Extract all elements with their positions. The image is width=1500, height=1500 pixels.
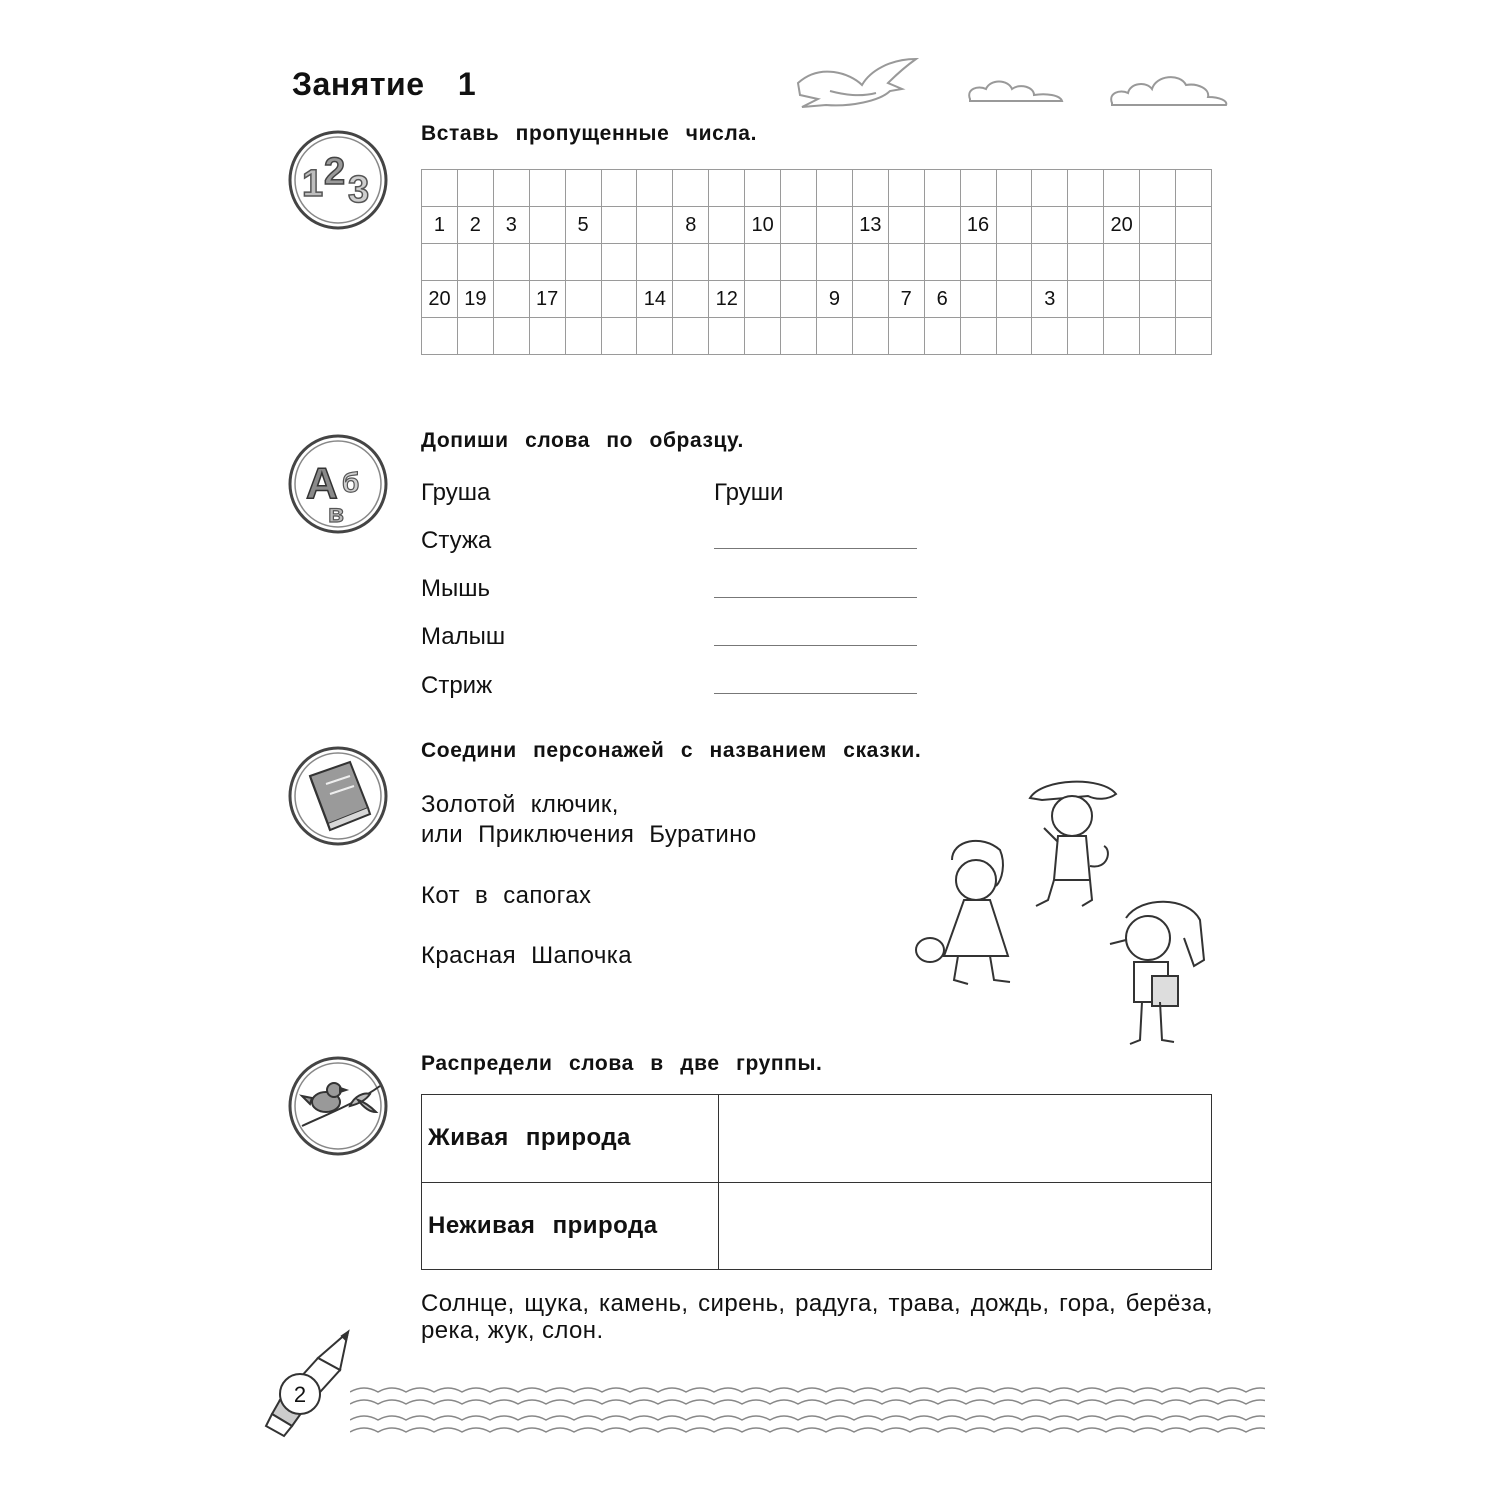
grid-empty-cell[interactable] [1068, 318, 1104, 355]
grid-empty-cell[interactable] [529, 318, 565, 355]
grid-empty-cell[interactable] [601, 170, 637, 207]
living-nature-label: Живая природа [422, 1095, 719, 1183]
buratino-icon [1110, 902, 1204, 1044]
task4-instruction: Распредели слова в две группы. [421, 1052, 823, 1075]
grid-empty-cell[interactable] [1068, 170, 1104, 207]
grid-empty-cell[interactable] [996, 318, 1032, 355]
grid-row [422, 170, 1212, 207]
grid-empty-cell[interactable] [816, 207, 852, 244]
grid-empty-cell[interactable] [1032, 318, 1068, 355]
word-item: Стужа [421, 527, 492, 554]
sample-answer: Груши [714, 479, 784, 506]
bird-and-clouds-decoration [790, 55, 1240, 115]
letters-abv-icon [288, 434, 388, 534]
grid-empty-cell[interactable] [422, 244, 458, 281]
grid-empty-cell[interactable] [960, 318, 996, 355]
grid-row [422, 244, 1212, 281]
grid-empty-cell[interactable] [1140, 207, 1176, 244]
tale-title: Кот в сапогах [421, 882, 592, 909]
grid-empty-cell[interactable] [529, 170, 565, 207]
grid-empty-cell[interactable] [565, 170, 601, 207]
wavy-writing-lines [350, 1380, 1265, 1440]
grid-empty-cell[interactable] [709, 170, 745, 207]
grid-empty-cell[interactable] [781, 244, 817, 281]
grid-number-cell: 14 [637, 281, 673, 318]
grid-empty-cell[interactable] [457, 244, 493, 281]
book-icon [288, 746, 388, 846]
grid-empty-cell[interactable] [637, 318, 673, 355]
lesson-title: Занятие 1 [292, 66, 477, 102]
answer-line[interactable] [714, 645, 917, 646]
fairy-tale-characters-illustration [912, 770, 1212, 1060]
grid-empty-cell[interactable] [565, 281, 601, 318]
grid-empty-cell[interactable] [1176, 207, 1212, 244]
grid-number-cell: 19 [457, 281, 493, 318]
grid-empty-cell[interactable] [457, 170, 493, 207]
grid-empty-cell[interactable] [637, 170, 673, 207]
grid-empty-cell[interactable] [1068, 281, 1104, 318]
non-living-nature-label: Неживая природа [422, 1182, 719, 1270]
page-number: 2 [293, 1382, 307, 1407]
nature-groups-table [421, 1094, 1212, 1270]
grid-number-cell: 10 [745, 207, 781, 244]
grid-empty-cell[interactable] [601, 244, 637, 281]
tale-title-line2: или Приключения Буратино [421, 821, 757, 848]
tale-title: Красная Шапочка [421, 942, 632, 969]
grid-empty-cell[interactable] [745, 281, 781, 318]
word-item: Стриж [421, 672, 493, 699]
grid-empty-cell[interactable] [709, 207, 745, 244]
grid-empty-cell[interactable] [852, 281, 888, 318]
grid-empty-cell[interactable] [673, 170, 709, 207]
grid-empty-cell[interactable] [781, 318, 817, 355]
grid-empty-cell[interactable] [565, 244, 601, 281]
grid-empty-cell[interactable] [493, 281, 529, 318]
grid-empty-cell[interactable] [960, 170, 996, 207]
task1-instruction: Вставь пропущенные числа. [421, 122, 758, 145]
grid-empty-cell[interactable] [493, 244, 529, 281]
grid-empty-cell[interactable] [996, 207, 1032, 244]
grid-empty-cell[interactable] [1140, 281, 1176, 318]
grid-empty-cell[interactable] [745, 318, 781, 355]
cloud-icon [969, 82, 1062, 102]
grid-empty-cell[interactable] [673, 244, 709, 281]
grid-number-cell: 1 [422, 207, 458, 244]
grid-empty-cell[interactable] [888, 170, 924, 207]
grid-empty-cell[interactable] [1068, 244, 1104, 281]
grid-number-cell: 17 [529, 281, 565, 318]
grid-empty-cell[interactable] [924, 207, 960, 244]
grid-empty-cell[interactable] [493, 318, 529, 355]
grid-empty-cell[interactable] [601, 318, 637, 355]
word-item: Мышь [421, 575, 490, 602]
grid-number-cell: 2 [457, 207, 493, 244]
task2-instruction: Допиши слова по образцу. [421, 429, 744, 452]
grid-empty-cell[interactable] [422, 170, 458, 207]
svg-text:1: 1 [302, 163, 324, 205]
grid-empty-cell[interactable] [924, 318, 960, 355]
pencil-icon [262, 1328, 357, 1443]
word-item: Малыш [421, 623, 506, 650]
grid-empty-cell[interactable] [673, 281, 709, 318]
grid-empty-cell[interactable] [852, 318, 888, 355]
grid-empty-cell[interactable] [637, 207, 673, 244]
grid-empty-cell[interactable] [1176, 244, 1212, 281]
grid-number-cell: 13 [852, 207, 888, 244]
grid-empty-cell[interactable] [673, 318, 709, 355]
grid-empty-cell[interactable] [1140, 244, 1176, 281]
grid-empty-cell[interactable] [816, 170, 852, 207]
grid-empty-cell[interactable] [1032, 207, 1068, 244]
grid-empty-cell[interactable] [422, 318, 458, 355]
grid-empty-cell[interactable] [1104, 281, 1140, 318]
grid-number-cell: 3 [1032, 281, 1068, 318]
grid-empty-cell[interactable] [745, 170, 781, 207]
word-list: Солнце, щука, камень, сирень, радуга, трава, дождь, гора, берёза, река, жук, слон. [421, 1290, 1213, 1344]
grid-row [422, 207, 1212, 244]
grid-number-cell: 20 [422, 281, 458, 318]
grid-empty-cell[interactable] [1032, 170, 1068, 207]
grid-empty-cell[interactable] [709, 244, 745, 281]
grid-empty-cell[interactable] [924, 244, 960, 281]
grid-number-cell: 12 [709, 281, 745, 318]
grid-empty-cell[interactable] [1176, 170, 1212, 207]
grid-empty-cell[interactable] [852, 244, 888, 281]
grid-empty-cell[interactable] [601, 207, 637, 244]
svg-text:2: 2 [324, 151, 346, 193]
grid-number-cell: 8 [673, 207, 709, 244]
grid-empty-cell[interactable] [1104, 244, 1140, 281]
grid-row [422, 318, 1212, 355]
grid-empty-cell[interactable] [1176, 281, 1212, 318]
grid-empty-cell[interactable] [529, 207, 565, 244]
sample-word: Груша [421, 479, 491, 506]
bird-icon [798, 59, 916, 107]
grid-empty-cell[interactable] [852, 170, 888, 207]
grid-empty-cell[interactable] [781, 207, 817, 244]
living-nature-answer-cell[interactable] [719, 1095, 1212, 1183]
grid-empty-cell[interactable] [781, 170, 817, 207]
grid-empty-cell[interactable] [816, 244, 852, 281]
puss-in-boots-icon [1030, 782, 1116, 906]
grid-empty-cell[interactable] [1104, 318, 1140, 355]
svg-text:A: A [306, 459, 338, 508]
grid-empty-cell[interactable] [960, 244, 996, 281]
grid-empty-cell[interactable] [1176, 318, 1212, 355]
svg-text:б: б [342, 467, 360, 498]
little-red-riding-hood-icon [916, 841, 1010, 984]
grid-empty-cell[interactable] [1140, 318, 1176, 355]
answer-line[interactable] [714, 693, 917, 694]
grid-empty-cell[interactable] [637, 244, 673, 281]
grid-empty-cell[interactable] [1068, 207, 1104, 244]
non-living-nature-answer-cell[interactable] [719, 1182, 1212, 1270]
grid-empty-cell[interactable] [888, 207, 924, 244]
grid-empty-cell[interactable] [529, 244, 565, 281]
grid-empty-cell[interactable] [996, 281, 1032, 318]
grid-empty-cell[interactable] [924, 170, 960, 207]
grid-number-cell: 6 [924, 281, 960, 318]
grid-empty-cell[interactable] [888, 318, 924, 355]
bird-on-branch-icon [288, 1056, 388, 1156]
numbers-123-icon [288, 130, 388, 230]
grid-number-cell: 20 [1104, 207, 1140, 244]
grid-empty-cell[interactable] [781, 281, 817, 318]
grid-number-cell: 5 [565, 207, 601, 244]
grid-empty-cell[interactable] [996, 244, 1032, 281]
grid-number-cell: 7 [888, 281, 924, 318]
task3-instruction: Соедини персонажей с названием сказки. [421, 739, 922, 762]
grid-empty-cell[interactable] [960, 281, 996, 318]
grid-empty-cell[interactable] [601, 281, 637, 318]
grid-row [422, 281, 1212, 318]
svg-text:в: в [328, 498, 344, 528]
answer-line[interactable] [714, 597, 917, 598]
cloud-icon [1111, 77, 1226, 105]
grid-number-cell: 3 [493, 207, 529, 244]
grid-empty-cell[interactable] [816, 318, 852, 355]
tale-title-line1: Золотой ключик, [421, 791, 619, 818]
number-grid [421, 169, 1212, 350]
grid-empty-cell[interactable] [888, 244, 924, 281]
grid-empty-cell[interactable] [1032, 244, 1068, 281]
grid-empty-cell[interactable] [457, 318, 493, 355]
grid-number-cell: 9 [816, 281, 852, 318]
grid-empty-cell[interactable] [493, 170, 529, 207]
grid-empty-cell[interactable] [709, 318, 745, 355]
grid-empty-cell[interactable] [1104, 170, 1140, 207]
grid-empty-cell[interactable] [565, 318, 601, 355]
answer-line[interactable] [714, 548, 917, 549]
grid-empty-cell[interactable] [1140, 170, 1176, 207]
grid-number-cell: 16 [960, 207, 996, 244]
svg-text:3: 3 [348, 169, 370, 211]
grid-empty-cell[interactable] [745, 244, 781, 281]
grid-empty-cell[interactable] [996, 170, 1032, 207]
